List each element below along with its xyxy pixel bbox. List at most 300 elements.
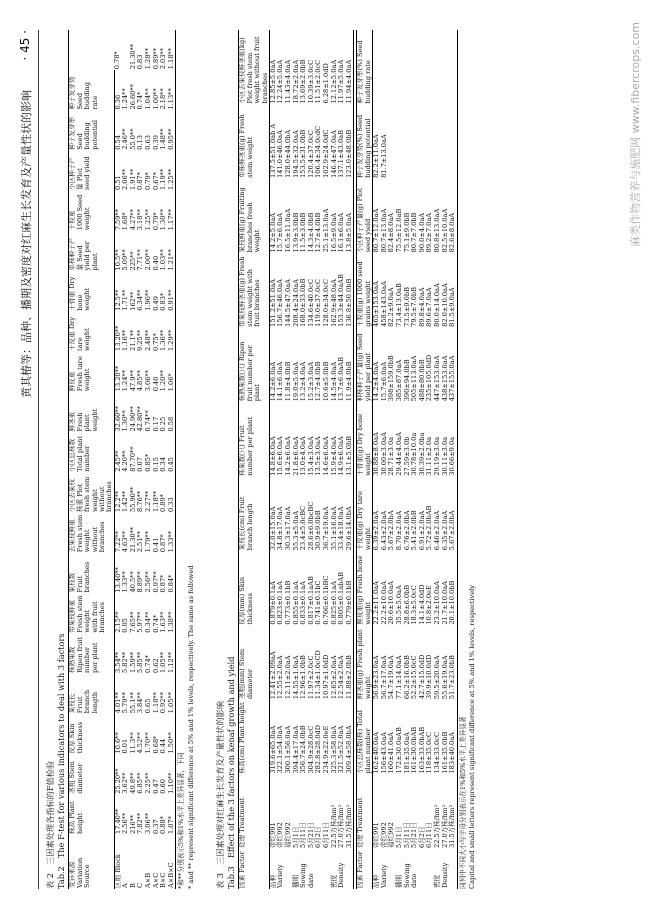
table-cell: 0.25 <box>159 416 168 432</box>
table-cell: 82.4±8.0aA <box>387 212 396 253</box>
table-3-caption-cn: 表 3 三因素处理对红麻生长发育及产量性状的影响 <box>215 701 225 889</box>
table-cell: 22.5万株/hm² <box>329 804 338 848</box>
table-cell: 6月2日 <box>314 826 323 848</box>
column-header: 皮厚 Skin thickness <box>69 714 114 754</box>
table-cell: 2.51** <box>136 530 145 553</box>
table-cell: 1.24** <box>121 369 130 392</box>
table-cell: 12.24±5.0aA <box>276 59 285 104</box>
table-cell: 106.4±34.0cdC <box>314 125 323 178</box>
table-cell: 11.94±4.0aA <box>344 59 353 104</box>
table-cell: 27.59±3.0b <box>402 436 411 476</box>
table-cell: 0.40 <box>151 376 160 392</box>
column-header: 干骨重(g) Dry bone weight <box>357 402 373 476</box>
table-cell: 21.1** <box>128 329 137 351</box>
table-cell: 12.41±2.09aA <box>268 651 277 700</box>
table-cell: 福红992 <box>387 822 396 848</box>
table-cell: 394.4±17.0aA <box>291 725 300 774</box>
table-cell: 30.3±17.0aA <box>284 506 293 551</box>
table-3-note-cn: 同列中不同大小写字母分别表示在1%和5%水平上差异显著 <box>458 716 467 889</box>
table-cell <box>449 849 457 889</box>
table-cell: 29.6±14.0bA <box>344 506 353 551</box>
table-cell: 82.5±10.0aA <box>440 208 449 253</box>
table-cell: 11.5±3.0bB <box>299 212 308 253</box>
table-cell: 235±105.0dD <box>425 354 434 402</box>
table-cell: 325.3±58.0aA <box>329 725 338 774</box>
table-cell: 0.741±0.1bC <box>314 580 323 625</box>
table-cell: 33.4±18.0aA <box>337 506 346 551</box>
table-cell: 2.27** <box>144 490 152 512</box>
table-cell: 1.10** <box>166 772 175 794</box>
table-cell: 11.51±2.0cC <box>314 59 323 104</box>
column-header: 处理 Treatment <box>239 775 270 849</box>
table-cell: 6.43±2.0aA <box>379 510 388 551</box>
table-cell: 2.46** <box>121 128 130 150</box>
table-cell: 40.5** <box>128 571 137 593</box>
table-cell: 27.0万株/hm² <box>337 804 346 848</box>
table-cell: date <box>410 873 419 888</box>
table-cell: 0.817±0.1aAB <box>306 576 315 625</box>
table-cell: 0.01 <box>121 738 130 754</box>
table-cell: 80.0±14.0aA <box>432 283 441 327</box>
table-cell: 1.18** <box>151 691 160 714</box>
table-cell: 6.91±2.0aA <box>417 510 426 551</box>
table-cell: 27.0万株/hm² <box>440 804 449 848</box>
table-cell: 1.12** <box>166 651 175 673</box>
table-cell: 13.20** <box>113 365 122 392</box>
table-cell: 9.25** <box>136 329 145 351</box>
table-cell: 8.89** <box>136 571 145 593</box>
table-cell: 36.7±19.0aA <box>322 506 331 551</box>
table-cell: 282.8±28.0dD <box>314 724 323 774</box>
table-cell: 14.6±6.0aA <box>322 436 331 476</box>
column-header: 处理 Treatment <box>357 775 373 849</box>
table-2-caption-cn: 表 2 三因素处理各指标的F值检验 <box>45 760 55 889</box>
column-header: 株高 Plant height <box>69 795 114 835</box>
table-cell: 5月21日 <box>306 822 315 848</box>
table-cell: 89.2±7.0aA <box>425 212 434 253</box>
table-cell: 183±40.0aA <box>448 732 457 774</box>
table-cell: B <box>128 883 137 888</box>
table-cell: 播期 <box>394 874 403 888</box>
table-cell: 162.9±48.0aA <box>329 279 338 327</box>
table-cell: 11.9±4.0bB <box>344 361 353 402</box>
table-cell: 15.9±4.0aA <box>329 436 338 476</box>
header-rule <box>38 30 39 889</box>
table-cell: 42.80** <box>136 406 145 432</box>
running-title: 黄其椿等：品种、播期及密度对红麻生长发育及产量性状的影响 <box>20 90 33 398</box>
table-cell: 438±153.0aA <box>440 355 449 402</box>
table-cell: 75.1±9.0bB <box>402 212 411 253</box>
table-cell: 22.5万株/hm² <box>432 804 441 848</box>
table-cell: 0.74* <box>144 655 152 673</box>
table-cell: 10.5** <box>113 249 122 271</box>
column-header: 小区种子产量 Plot seed yield <box>69 151 114 191</box>
table-cell: 390±94.0bB <box>402 359 411 402</box>
table-cell: 1.28** <box>144 47 152 70</box>
table-cell: 20.1±10.0bB <box>448 580 457 625</box>
column-header: 株熟果数 Ripen fruit number per plant <box>69 634 114 674</box>
table-cell: 13.2±4.0aA <box>299 361 308 402</box>
table-cell: 82.0±10.0aA <box>440 283 449 327</box>
table-cell: 13.40** <box>113 567 122 593</box>
table-cell: 208.4±24.0aA <box>291 279 300 327</box>
table-cell: 458±143.0aA <box>379 281 388 327</box>
table-cell: 34.8±17.0aA <box>276 506 285 551</box>
table-cell: 11.97±2.0cC <box>306 655 315 700</box>
table-cell: 0.39 <box>151 135 160 150</box>
table-cell: 13.8±5.0aA <box>344 212 353 253</box>
table-cell: 153.3±44.0aAB <box>337 274 346 327</box>
table-cell: Density <box>337 862 346 888</box>
table-cell: A×C <box>151 872 160 888</box>
running-header <box>18 30 38 889</box>
table-cell: 2.18** <box>159 88 168 110</box>
table-cell: 14.8±6.0aA <box>268 436 277 476</box>
table-cell: 4.85** <box>136 369 145 392</box>
table-cell: 89.8±4.0aA <box>417 287 426 327</box>
table-cell: 0.833±0.1aA <box>299 581 308 625</box>
table-cell: 14.1±6.0aA <box>276 361 285 402</box>
table-cell: 162±40.0aA <box>372 732 381 774</box>
column-header: 鲜皮重 Fresh tare weight <box>69 352 114 392</box>
table-cell: 帝红991 <box>372 822 381 848</box>
table-cell: Variety <box>276 864 285 888</box>
table-cell: 5月11日 <box>402 822 411 848</box>
table-cell: 17.40** <box>113 808 122 834</box>
table-cell: 216** <box>128 814 137 834</box>
table-cell: 0.47 <box>151 779 160 794</box>
table-cell: 322.1±54.0aA <box>276 725 285 774</box>
table-cell: 2.15** <box>113 611 122 633</box>
table-cell: 帝红992 <box>276 822 285 848</box>
table-cell: 8.76** <box>136 490 145 512</box>
table-cell: 1.70** <box>144 732 152 754</box>
table-cell: 5.82** <box>121 651 130 673</box>
table-cell: 21.7±10.0aA <box>440 581 449 625</box>
table-cell: 5月11日 <box>299 822 308 848</box>
table-cell: 136.8±50.0bB <box>344 278 353 327</box>
table-cell: 0.65 <box>144 698 152 714</box>
table-cell: A <box>121 883 130 888</box>
table-cell: 32.60** <box>113 406 122 432</box>
table-cell: 14.2±4.0aA <box>372 361 381 402</box>
table-cell: 福红992 <box>284 822 293 848</box>
table-cell: 181±35.0aA <box>402 732 411 774</box>
table-cell: 0.87* <box>159 534 168 553</box>
table-cell: 6月11日 <box>425 822 434 848</box>
table-cell: 47.9** <box>128 369 137 392</box>
table-cell: 6.46±2.0aA <box>432 510 441 551</box>
table-3-grid-b <box>356 30 457 889</box>
table-cell: 15.7±6.0aA <box>379 361 388 402</box>
column-header: 种子发芽势(%) Seed budding potential <box>357 104 373 178</box>
table-cell: 15.6±6.0aA <box>276 436 285 476</box>
table-cell: 0.85* <box>144 453 152 472</box>
table-cell: 59.5±20.0aA <box>432 655 441 700</box>
column-header: 小区去果枝鲜茎重(kg) Plot fresh stem weight without fruit branches <box>239 30 270 104</box>
table-cell: 82.2±11.0aA <box>372 134 381 178</box>
table-cell: 1.48** <box>159 128 168 150</box>
table-cell: 35.5±5.0aA <box>394 585 403 625</box>
table-cell: 0.825±0.1aA <box>329 581 338 625</box>
table-cell: 0.805±0.1abAB <box>337 571 346 625</box>
table-cell: 0.34 <box>159 457 168 472</box>
table-cell: 0.879±0.1aA <box>268 581 277 625</box>
table-cell: 0.62 <box>151 658 160 673</box>
table-cell: 1.00** <box>151 88 160 110</box>
table-cell: 465±153.0aA <box>372 281 381 327</box>
table-cell: 1.63** <box>159 611 168 633</box>
table-cell: 14.55±1.0aA <box>291 655 300 700</box>
table-cell: 3.06** <box>144 369 152 392</box>
table-cell: 12.96±1.0bB <box>299 655 308 700</box>
watermark: 麻类作物营养与施肥网 www.fibercrops.com <box>629 22 642 247</box>
table-cell: 1.13** <box>166 88 175 110</box>
table-cell: 51.7±23.0bB <box>448 655 457 700</box>
table-cell: 31.5万株/hm² <box>448 804 457 848</box>
column-header: 带果枝鲜茎重(g) Fresh stem weight with fruit branches <box>239 253 270 327</box>
table-cell: 0.823±0.1aA <box>276 581 285 625</box>
table-cell: 0.78* <box>113 51 122 70</box>
column-header: 种子发芽势 Seed budding rate <box>69 70 114 110</box>
table-cell: 11.43±4.0aA <box>284 59 293 104</box>
table-cell: 163±33.0bAB <box>417 726 426 774</box>
column-header: 茎粗 Stem diameter <box>69 755 114 795</box>
table-cell: Sowing <box>299 863 308 888</box>
table-cell: 102.9±24.0dC <box>322 129 331 178</box>
table-cell: 23.4±5.0cBC <box>299 505 308 551</box>
table-cell: B×C <box>159 872 168 888</box>
table-cell: 146.4±47.0aA <box>329 130 338 178</box>
table-cell: 12.7±4.0bB <box>314 212 323 253</box>
table-cell: 25.20** <box>113 768 122 794</box>
table-cell: 0.92** <box>159 691 168 714</box>
table-3-caption-en: Tab.3 Effect of the 3 factors on kenaf growth and yield <box>226 656 237 889</box>
table-cell: 80.7±12.0aA <box>372 208 381 253</box>
table-cell: 7.22** <box>113 530 122 553</box>
table-cell: 0.91** <box>166 289 175 311</box>
table-cell: 5.67±2.0bA <box>387 510 396 551</box>
table-cell: 1.17** <box>166 208 175 231</box>
table-cell: 1.18** <box>151 490 160 512</box>
table-cell: 3.54** <box>113 651 122 673</box>
table-cell: 0.13 <box>136 135 145 150</box>
table-cell: 0.33 <box>166 497 175 512</box>
table-cell: 55.0** <box>128 128 137 150</box>
table-cell: 4.20** <box>121 450 130 472</box>
table-cell: 3.62** <box>121 772 130 794</box>
table-cell: 15.2±3.0aA <box>306 361 315 402</box>
column-header: 鲜茎重 Fresh plant weight <box>69 392 114 432</box>
table-cell: 319.6±65.0aA <box>268 725 277 774</box>
table-cell: 55.3±5.0aA <box>291 510 300 551</box>
table-cell: 30.00±3.0aA <box>379 432 388 476</box>
table-cell: 12.2** <box>113 490 122 512</box>
table-cell: 300.1±56.0aA <box>284 725 293 774</box>
table-cell: 0.17 <box>151 416 160 432</box>
table-cell: 6.34** <box>136 289 145 311</box>
table-cell: 3.06** <box>144 812 152 834</box>
column-header: 变异来源 Variation Source <box>69 835 114 889</box>
table-cell: 2.00** <box>144 249 152 271</box>
table-cell: Variety <box>379 864 388 888</box>
column-header: 果枝长 Fruit branch length <box>69 674 114 714</box>
table-cell: 23.2±10.0aA <box>432 581 441 625</box>
table-cell: 播期 <box>291 874 300 888</box>
column-header: 千粒重 1000 Seed weight <box>69 191 114 231</box>
table-cell: 7.71** <box>136 249 145 271</box>
table-cell: 0.54 <box>113 135 122 150</box>
table-cell: 75.5±12.0aB <box>394 208 403 253</box>
table-cell: 80.7±7.0bB <box>410 212 419 253</box>
table-cell: 505±113.0aA <box>410 355 419 402</box>
table-cell: 5.67±2.0bA <box>448 510 457 551</box>
table-cell: 156±43.0aA <box>379 732 388 774</box>
table-cell: 12.85±5.0aA <box>268 59 277 104</box>
table-cell: 128.0±34.0cC <box>322 279 331 327</box>
table-cell: 1.05** <box>166 691 175 714</box>
table-row <box>168 30 176 889</box>
table-cell: 168.0±33.0bB <box>299 278 308 327</box>
table-row <box>346 30 354 889</box>
table-2 <box>46 30 195 889</box>
column-header: 小区总株数(株) Total plant number <box>357 700 373 774</box>
table-cell: 0.87* <box>159 574 168 593</box>
table-cell: 7.82** <box>136 812 145 834</box>
table-cell: 3.84** <box>136 691 145 714</box>
table-cell: 29.44±4.0aA <box>394 432 403 476</box>
table-cell: 0.45 <box>166 457 175 472</box>
table-cell: 12.5** <box>113 289 122 311</box>
table-cell: 1.07* <box>166 816 175 834</box>
table-cell: 0.79* <box>151 212 160 231</box>
column-header: 单株种子产量 Seed yield per plant <box>69 231 114 271</box>
table-cell: 1.30** <box>121 410 130 432</box>
table-cell: 35.1±16.0aA <box>329 506 338 551</box>
table-cell: 21.30** <box>128 526 137 553</box>
table-cell: 1.20** <box>159 369 168 392</box>
table-cell: 28.6±6.0bcBC <box>306 501 315 551</box>
table-cell: 14.5±4.0aA <box>329 361 338 402</box>
table-cell: 32.0±15.0aA <box>268 506 277 551</box>
table-cell: 1.36** <box>159 329 168 351</box>
table-cell: 帝红992 <box>379 822 388 848</box>
table-cell: 13.20** <box>113 325 122 351</box>
table-cell: 24.90** <box>128 406 137 432</box>
table-cell: 49.8** <box>128 772 137 794</box>
table-cell: 42.7±15.0dD <box>417 654 426 700</box>
table-cell: 12.55±2.0aA <box>276 655 285 700</box>
table-cell: 81.5±9.0aA <box>448 287 457 327</box>
table-cell: 0.84* <box>166 574 175 593</box>
table-cell: 12.11±2.0aA <box>284 655 293 700</box>
table-cell: 304.9±28.0cC <box>306 725 315 774</box>
table-cell: 11.34±1.0cCD <box>314 650 323 700</box>
table-cell: 79.5±7.0bB <box>410 287 419 327</box>
table-cell: 16.5±9.0aA <box>329 212 338 253</box>
table-cell: 385±87.0aA <box>394 359 403 402</box>
table-cell: 11.88±2.0bB <box>344 655 353 700</box>
table-cell: 153.5±31.0bB <box>299 129 308 178</box>
table-cell: 5.09** <box>121 249 130 271</box>
table-cell: 66.2±16.0bB <box>402 655 411 700</box>
page-number: · 45 · <box>18 30 32 61</box>
table-cell: 2.45** <box>113 450 122 472</box>
table-cell: 0.51 <box>113 175 122 190</box>
table-cell: 0.87* <box>136 172 145 190</box>
table-cell: 1.19** <box>159 168 168 190</box>
table-cell: 0.97** <box>151 571 160 593</box>
column-header: 种株种子产量(g) Seed yield per plant <box>357 328 373 402</box>
table-cell: 4.01** <box>113 691 122 714</box>
table-cell: 密度 <box>432 874 441 888</box>
table-cell <box>346 849 354 889</box>
table-cell: 1.03** <box>159 249 168 271</box>
table-cell: 5.97** <box>136 611 145 633</box>
column-header: 种子发芽率 Seed budding potential <box>69 111 114 151</box>
table-row <box>449 30 457 889</box>
table-cell: 品种 <box>268 874 277 888</box>
table-cell: 0.88* <box>159 816 168 834</box>
column-header: 皮厚(mm) Skin thickness <box>239 551 270 625</box>
table-cell: 6.35±2.0aA <box>440 510 449 551</box>
table-cell: A×B <box>144 872 152 888</box>
table-cell: 12.65±2.0aA <box>329 655 338 700</box>
table-cell: 160±41.0aA <box>387 732 396 774</box>
table-cell: 1.59** <box>128 651 137 673</box>
table-cell: 18.72±2.0aA <box>291 59 300 104</box>
table-cell: 1.33** <box>166 530 175 553</box>
table-3-note-en: Capital and small letters represent significant difference at 5% and 1% levels, respectively <box>468 585 477 889</box>
table-cell: 398±159.0bB <box>387 355 396 402</box>
table-cell: 10.39±3.0cC <box>306 59 315 104</box>
table-cell: 0.89** <box>151 47 160 70</box>
table-cell: 77.1±14.0aA <box>394 655 403 700</box>
table-cell: 0.95** <box>166 128 175 150</box>
table-cell: 0.60 <box>159 779 168 794</box>
table-cell: 1.04** <box>144 88 152 110</box>
table-cell: 137.5±51.0ab A <box>268 123 277 178</box>
table-cell: 14.2±6.0aA <box>284 436 293 476</box>
table-cell: 128.0±44.0bA <box>284 129 293 178</box>
table-cell: 6.76±2.0bA <box>402 510 411 551</box>
table-cell: 137.1±43.0aB <box>337 130 346 178</box>
table-cell: 31.5万株/hm² <box>344 804 353 848</box>
table-cell: 22.2±11.0aA <box>372 581 381 625</box>
table-cell: 16.1±6.0aA <box>337 212 346 253</box>
table-cell: 12.12±5.0aA <box>329 59 338 104</box>
table-cell: 6.39±2.0aA <box>372 510 381 551</box>
table-cell: 1.71** <box>121 289 130 311</box>
table-cell: 0.74** <box>144 410 152 432</box>
table-cell: 56.9±23.0aA <box>372 655 381 700</box>
table-cell: 309.4±58.0bA <box>344 725 353 774</box>
table-3-grid-a <box>238 30 354 889</box>
table-cell: 1.25** <box>144 208 152 231</box>
table-cell: 14.3±4.0bB <box>306 212 315 253</box>
column-header: 种子发芽率(%) Seed budding rate <box>357 30 373 104</box>
table-cell: 82.2±9.0aA <box>387 287 396 327</box>
column-header: 小区总株数 Total plant number <box>69 433 114 473</box>
table-cell: 11.8±4.0bB <box>284 361 293 402</box>
table-cell: 密度 <box>329 874 338 888</box>
table-cell: 5.85** <box>136 651 145 673</box>
table-cell: 119.0±37.0cC <box>314 279 323 327</box>
table-cell: 1.18** <box>166 47 175 70</box>
table-cell: 0.36 <box>113 94 122 110</box>
table-cell: 134.6±40.0cC <box>306 279 315 327</box>
table-cell: 0.41 <box>151 537 160 553</box>
